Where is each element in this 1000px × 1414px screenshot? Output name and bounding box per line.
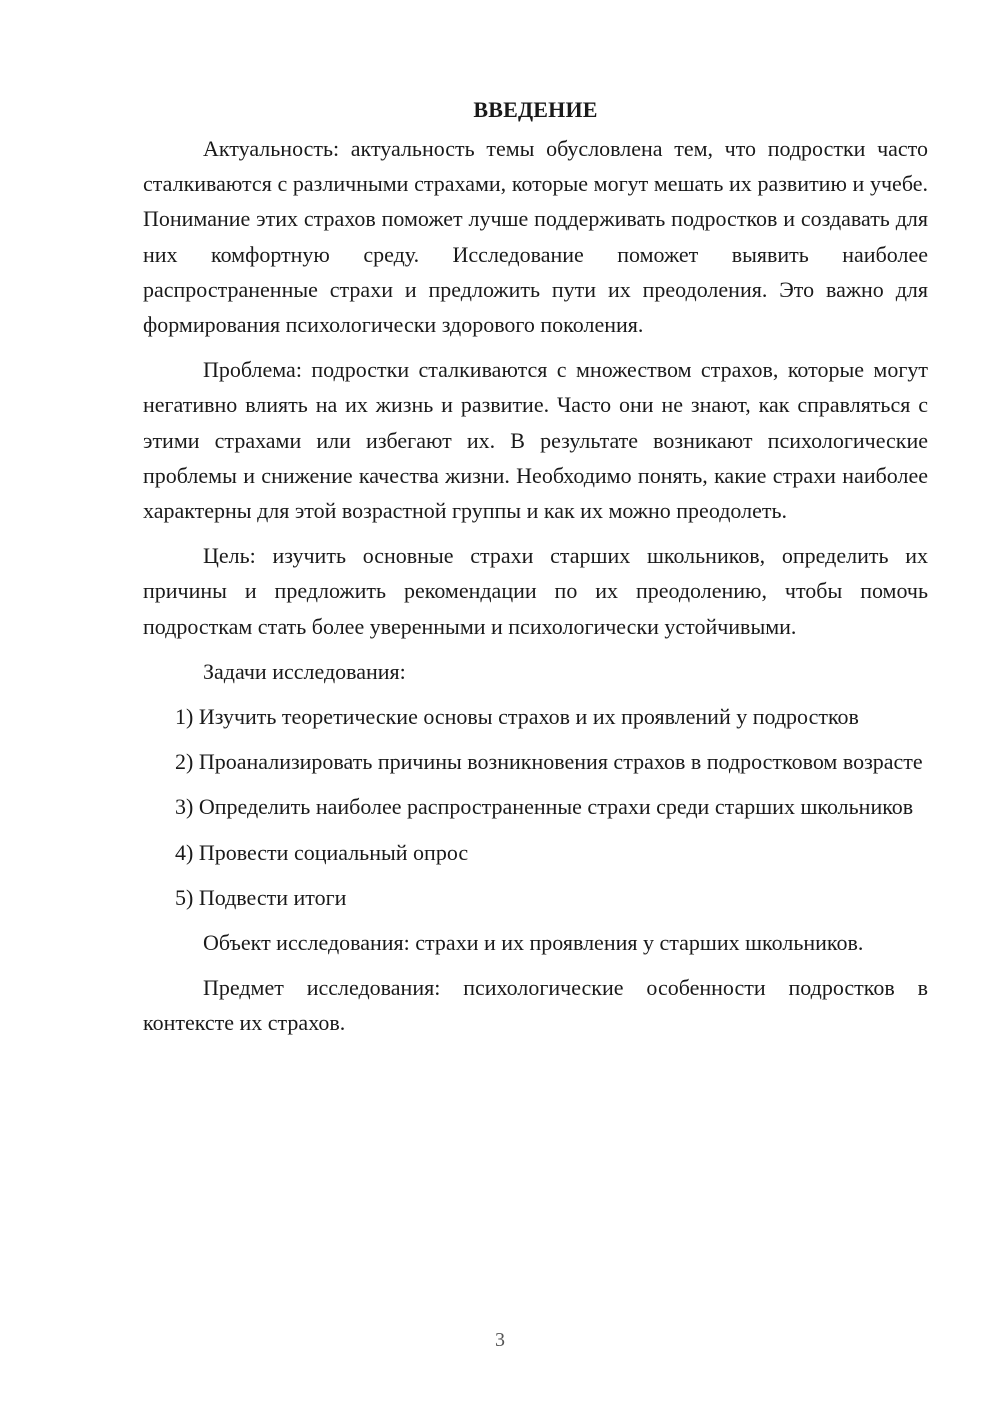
page-content	[143, 92, 928, 1051]
task-item-1: 1) Изучить теоретические основы страхов и их проявлений у подростков	[175, 704, 859, 730]
task-item-4: 4) Провести социальный опрос	[175, 839, 469, 865]
page-number: 3	[495, 1329, 505, 1351]
paragraph-subject: Предмет исследования: психологические особенности подростков в контексте их страхов.	[143, 975, 928, 1036]
paragraph-problem: Проблема: подростки сталкиваются с множеством страхов, которые могут негативно влиять на их жизнь и развитие. Часто они не знают, как справляться с этими страхами или избегают их. В результате возникают психологические проблемы и снижение качества жизни. Необходимо понять, какие страхи наиболее характерны для этой возрастной группы и как их можно преодолеть.	[143, 357, 928, 524]
paragraph-relevance: Актуальность: актуальность темы обусловлена тем, что подростки часто сталкиваются с различными страхами, которые могут мешать их развитию и учебе. Понимание этих страхов поможет лучше поддерживать подростков и создавать для них комфортную среду. Исследование поможет выявить наиболее распространенные страхи и предложить пути их преодоления. Это важно для формирования психологически здорового поколения.	[143, 136, 928, 338]
task-item-3: 3) Определить наиболее распространенные страхи среди старших школьников	[175, 794, 914, 820]
paragraph-goal: Цель: изучить основные страхи старших школьников, определить их причины и предложить рекомендации по их преодолению, чтобы помочь подросткам стать более уверенными и психологически устойчивыми.	[143, 543, 928, 639]
paragraph-object: Объект исследования: страхи и их проявления у старших школьников.	[203, 930, 864, 956]
tasks-heading: Задачи исследования:	[203, 658, 406, 684]
task-item-5: 5) Подвести итоги	[175, 884, 347, 910]
page-title: ВВЕДЕНИЕ	[473, 97, 598, 122]
task-item-2: 2) Проанализировать причины возникновения страхов в подростковом возрасте	[175, 749, 923, 775]
